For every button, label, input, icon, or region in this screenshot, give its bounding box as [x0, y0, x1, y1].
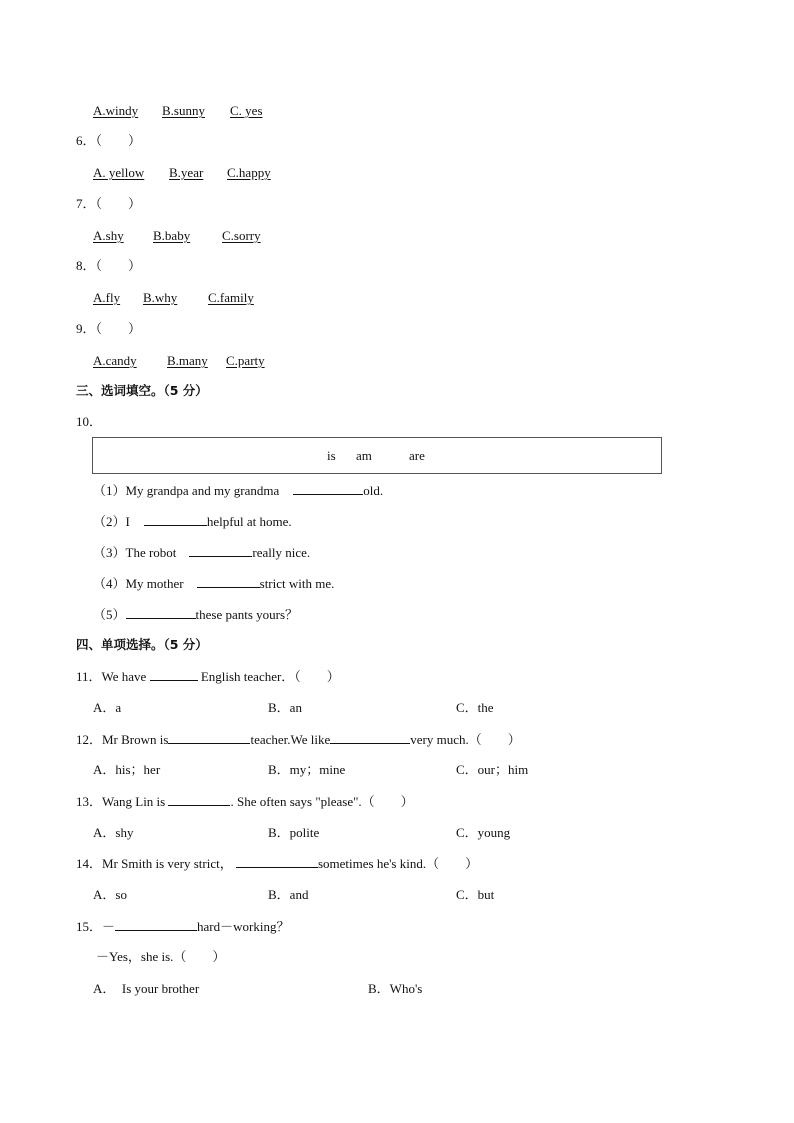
answer-blank[interactable] [115, 918, 197, 931]
fill-item-prefix: （1）My grandpa and my grandma [93, 483, 280, 498]
option-a[interactable]: A．so [93, 887, 127, 902]
answer-blank[interactable] [189, 544, 252, 557]
fill-item-suffix: strict with me. [259, 576, 335, 591]
stem-text: 12．Mr Brown is [76, 732, 169, 747]
answer-blank[interactable] [150, 668, 198, 681]
option-c: C.party [226, 353, 265, 368]
option-c[interactable]: C．the [456, 700, 494, 715]
option-b: B.many [167, 353, 208, 368]
question-stem [76, 855, 478, 872]
section-title: 四、单项选择。（5 分） [76, 637, 208, 652]
stem-text: hard－working？ [197, 919, 290, 934]
word-bank-word: is [327, 448, 336, 463]
question-number: 6．（ ） [76, 133, 142, 148]
answer-blank[interactable] [236, 855, 318, 868]
option-a: A.shy [93, 228, 124, 243]
option-a[interactable]: A．shy [93, 825, 134, 840]
option-b[interactable]: B．Who's [368, 981, 423, 996]
answer-blank[interactable] [197, 575, 260, 588]
answer-blank[interactable] [126, 606, 196, 619]
fill-item-prefix: （3）The robot [93, 545, 177, 560]
fill-item-suffix: helpful at home. [206, 514, 292, 529]
dialogue-reply: －Yes，she is.（ ） [96, 949, 226, 964]
question-stem [76, 668, 340, 685]
answer-blank[interactable] [168, 793, 230, 806]
option-a[interactable]: A． Is your brother [93, 981, 200, 996]
stem-text: . She often says "please".（ ） [230, 794, 414, 809]
stem-text: 14．Mr Smith is very strict， [76, 856, 233, 871]
option-a: A.windy [93, 103, 139, 118]
option-a: A. yellow [93, 165, 145, 180]
fill-item-suffix: these pants yours？ [195, 607, 299, 622]
word-bank-word: are [409, 448, 425, 463]
answer-blank[interactable] [330, 731, 410, 744]
word-bank-word: am [356, 448, 372, 463]
question-number: 9．（ ） [76, 321, 142, 336]
answer-blank[interactable] [293, 482, 363, 495]
fill-item [93, 482, 383, 499]
option-c: C. yes [230, 103, 263, 118]
option-c[interactable]: C．but [456, 887, 495, 902]
option-b[interactable]: B．my；mine [268, 762, 346, 777]
stem-text: 13．Wang Lin is [76, 794, 166, 809]
stem-text: 11．We have [76, 669, 147, 684]
answer-blank[interactable] [144, 513, 207, 526]
option-b[interactable]: B．polite [268, 825, 320, 840]
fill-item [93, 606, 298, 623]
option-a: A.candy [93, 353, 137, 368]
option-c[interactable]: C．our；him [456, 762, 529, 777]
option-b: B.year [169, 165, 204, 180]
section-title: 三、选词填空。（5 分） [76, 383, 208, 398]
option-a: A.fly [93, 290, 121, 305]
option-b[interactable]: B．and [268, 887, 309, 902]
fill-item [93, 544, 310, 561]
fill-item-prefix: （5） [93, 607, 126, 622]
stem-text: 15．－ [76, 919, 116, 934]
option-c: C.family [208, 290, 254, 305]
stem-text: teacher.We like [250, 732, 331, 747]
option-c[interactable]: C．young [456, 825, 511, 840]
question-number: 10． [76, 414, 103, 429]
option-a[interactable]: A．his；her [93, 762, 161, 777]
stem-text: very much.（ ） [410, 732, 521, 747]
question-stem [76, 731, 521, 748]
option-c: C.happy [227, 165, 271, 180]
question-number: 7．（ ） [76, 196, 142, 211]
fill-item-suffix: old. [363, 483, 384, 498]
option-b: B.sunny [162, 103, 205, 118]
fill-item-prefix: （2）I [93, 514, 130, 529]
question-number: 8．（ ） [76, 258, 142, 273]
stem-text: sometimes he's kind.（ ） [317, 856, 479, 871]
fill-item [93, 513, 292, 530]
stem-text: English teacher．（ ） [200, 669, 340, 684]
word-bank-box [92, 437, 662, 474]
option-b[interactable]: B．an [268, 700, 302, 715]
option-b: B.why [143, 290, 178, 305]
fill-item [93, 575, 334, 592]
option-b: B.baby [153, 228, 191, 243]
answer-blank[interactable] [168, 731, 250, 744]
question-stem [76, 918, 289, 935]
fill-item-suffix: really nice. [252, 545, 311, 560]
option-a[interactable]: A．a [93, 700, 122, 715]
question-stem [76, 793, 414, 810]
fill-item-prefix: （4）My mother [93, 576, 184, 591]
option-c: C.sorry [222, 228, 261, 243]
